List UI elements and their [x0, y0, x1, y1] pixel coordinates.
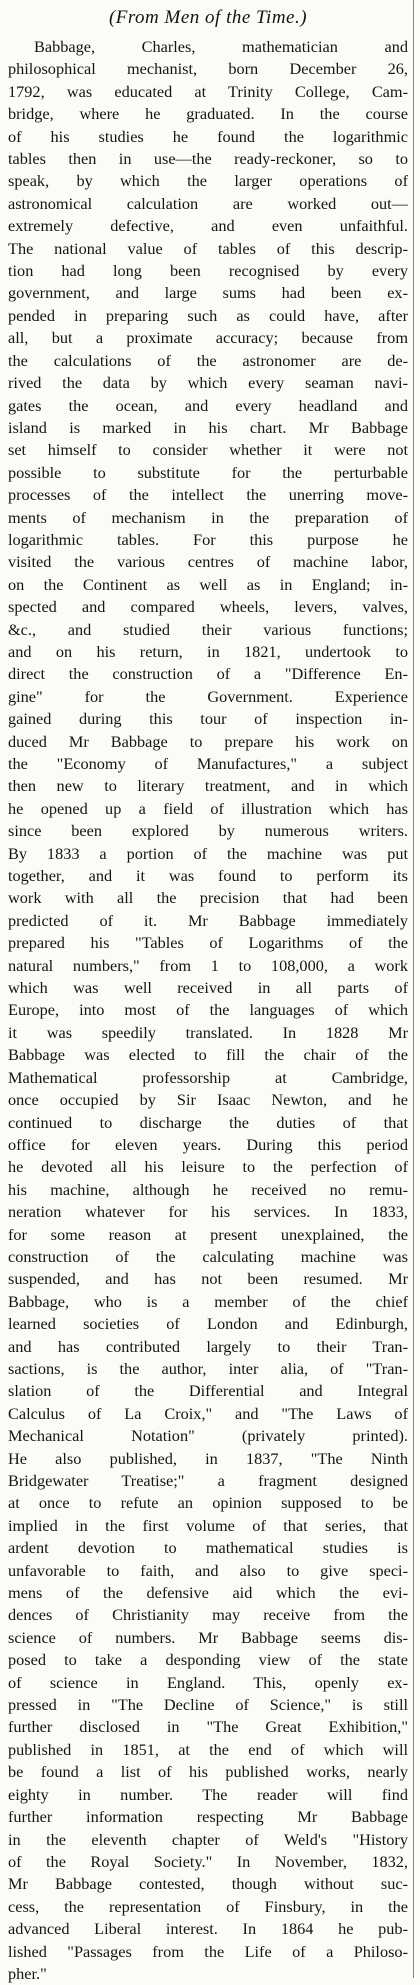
article-line: visited the various centres of machine labor, — [8, 552, 408, 572]
article-line: of science in England. This, openly ex- — [8, 1672, 408, 1692]
article-line: neration whatever for his services. In 1833, — [8, 1202, 408, 1222]
article-line: predicted of it. Mr Babbage immediately — [8, 910, 408, 930]
article-line: the "Economy of Manufactures," a subject — [8, 754, 408, 773]
article-line: rived the data by which every seaman navi- — [8, 373, 408, 393]
article-line: Babbage, Charles, mathematician and — [34, 37, 408, 56]
article-line: Bridgewater Treatise;" a fragment designed — [8, 1471, 408, 1490]
article-line: Mechanical Notation" (privately printed). — [8, 1426, 408, 1446]
article-line: and on his return, in 1821, undertook to — [8, 641, 408, 661]
article-line: sactions, is the author, inter alia, of "Tran- — [8, 1358, 408, 1378]
article-line: Babbage was elected to fill the chair of the — [8, 1045, 408, 1065]
article-line: since been explored by numerous writers. — [8, 821, 408, 841]
article-line: processes of the intellect the unerring move- — [8, 485, 408, 505]
article-line: which was well received in all parts of — [8, 978, 408, 998]
article-line: gates the ocean, and every headland and — [8, 395, 408, 415]
article-line: island is marked in his chart. Mr Babbage — [8, 417, 408, 437]
article-line: suspended, and has not been resumed. Mr — [8, 1269, 408, 1289]
article-line: set himself to consider whether it were not — [8, 440, 408, 460]
article-line: pher." — [8, 1963, 47, 1983]
article-line: all, but a proximate accuracy; because from — [8, 328, 408, 348]
article-line: logarithmic tables. For this purpose he — [8, 529, 408, 549]
article-line: He also published, in 1837, "The Ninth — [8, 1448, 408, 1468]
article-line: bridge, where he graduated. In the course — [8, 104, 408, 124]
article-line: of the Royal Society." In November, 1832, — [8, 1851, 408, 1871]
article-line: possible to substitute for the perturbable — [8, 462, 408, 482]
article-line: natural numbers," from 1 to 108,000, a work — [8, 955, 408, 975]
article-line: for some reason at present unexplained, the — [8, 1224, 408, 1244]
article-line: Europe, into most of the languages of which — [8, 1000, 408, 1020]
column-rule — [413, 0, 414, 1978]
article-line: in the eleventh chapter of Weld's "History — [8, 1829, 408, 1849]
article-line: duced Mr Babbage to prepare his work on — [8, 731, 408, 751]
article-line: construction of the calculating machine was — [8, 1246, 408, 1266]
article-line: further disclosed in "The Great Exhibition," — [8, 1717, 408, 1737]
article-body — [8, 36, 408, 1985]
article-line: it was speedily translated. In 1828 Mr — [8, 1022, 408, 1042]
article-line: pressed in "The Decline of Science," is still — [8, 1695, 408, 1715]
article-line: and has contributed largely to their Tran- — [8, 1336, 408, 1356]
article-line: prepared his "Tables of Logarithms of the — [8, 933, 408, 953]
article-line: Babbage, who is a member of the chief — [8, 1291, 408, 1311]
article-line: continued to discharge the duties of that — [8, 1112, 408, 1132]
article-line: mens of the defensive aid which the evi- — [8, 1583, 408, 1603]
article-line: unfavorable to faith, and also to give speci- — [8, 1560, 408, 1580]
article-line: implied in the first volume of that series, that — [8, 1515, 408, 1535]
article-line: pended in preparing such as could have, after — [8, 305, 408, 325]
article-line: eighty in number. The reader will find — [8, 1784, 408, 1804]
article-line: ments of mechanism in the preparation of — [8, 507, 408, 527]
article-line: Mr Babbage contested, though without suc- — [8, 1874, 408, 1894]
article-line: advanced Liberal interest. In 1864 he pub- — [8, 1919, 408, 1939]
article-line: he opened up a field of illustration which has — [8, 798, 408, 818]
article-line: The national value of tables of this descrip- — [8, 238, 408, 258]
article-line: then new to literary treatment, and in which — [8, 776, 408, 796]
article-line: office for eleven years. During this period — [8, 1134, 408, 1154]
article-line: he devoted all his leisure to the perfection of — [8, 1157, 408, 1177]
source-heading: (From Men of the Time.) — [108, 7, 308, 28]
article-line: work with all the precision that had been — [8, 888, 408, 908]
article-line: ardent devotion to mathematical studies is — [8, 1538, 408, 1558]
article-line: By 1833 a portion of the machine was put — [8, 843, 408, 863]
article-line: gine" for the Government. Experience — [8, 686, 408, 706]
article-line: gained during this tour of inspection in- — [8, 709, 408, 729]
article-line: Calculus of La Croix," and "The Laws of — [8, 1403, 408, 1423]
article-line: of his studies he found the logarithmic — [8, 126, 408, 146]
article-line: slation of the Differential and Integral — [8, 1381, 408, 1401]
article-line: science of numbers. Mr Babbage seems dis- — [8, 1627, 408, 1647]
article-line: together, and it was found to perform its — [8, 866, 408, 886]
article-line: cess, the representation of Finsbury, in the — [8, 1896, 408, 1916]
article-line: be found a list of his published works, nearly — [8, 1762, 408, 1782]
article-line: at once to refute an opinion supposed to be — [8, 1493, 408, 1513]
article-line: published in 1851, at the end of which will — [8, 1739, 408, 1759]
article-line: posed to take a desponding view of the state — [8, 1650, 408, 1670]
article-line: spected and compared wheels, levers, valves, — [8, 597, 408, 617]
article-line: speak, by which the larger operations of — [8, 171, 408, 191]
article-line: extremely defective, and even unfaithful. — [8, 216, 408, 236]
article-line: direct the construction of a "Difference En- — [8, 664, 408, 684]
article-line: lished "Passages from the Life of a Philoso- — [8, 1941, 408, 1961]
article-line: Mathematical professorship at Cambridge, — [8, 1067, 408, 1087]
article-line: astronomical calculation are worked out— — [8, 193, 408, 213]
article-line: learned societies of London and Edinburgh, — [8, 1314, 408, 1334]
article-line: government, and large sums had been ex- — [8, 283, 408, 303]
article-line: his machine, although he received no remu- — [8, 1179, 408, 1199]
article-line: once occupied by Sir Isaac Newton, and he — [8, 1090, 408, 1110]
article-line: philosophical mechanist, born December 26, — [8, 59, 408, 79]
article-line: the calculations of the astronomer are de- — [8, 350, 408, 370]
article-line: &c., and studied their various functions; — [8, 619, 408, 639]
article-line: further information respecting Mr Babbage — [8, 1807, 408, 1827]
article-line: tion had long been recognised by every — [8, 261, 408, 281]
article-line: dences of Christianity may receive from the — [8, 1605, 408, 1625]
article-line: 1792, was educated at Trinity College, Cam- — [8, 81, 408, 101]
article-line: tables then in use—the ready-reckoner, so to — [8, 149, 408, 169]
article-line: on the Continent as well as in England; in- — [8, 574, 408, 594]
